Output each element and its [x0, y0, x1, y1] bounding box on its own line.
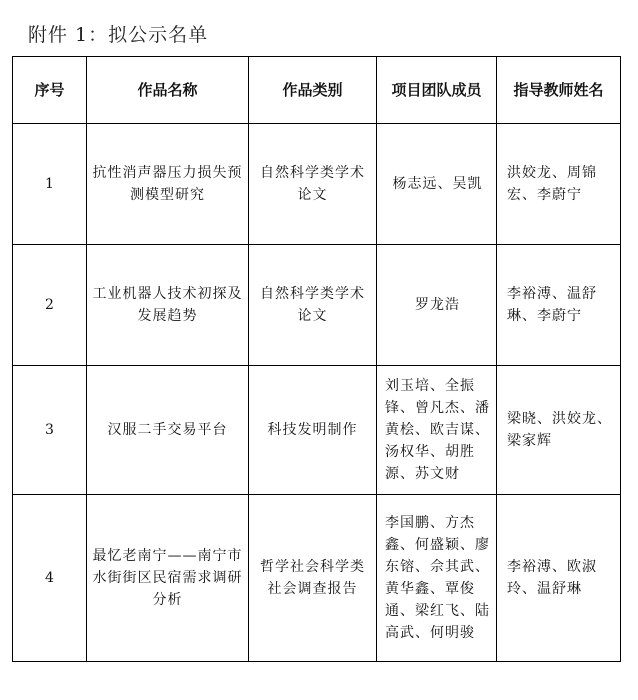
cell-work-name: 工业机器人技术初探及发展趋势 [87, 245, 249, 366]
cell-team-members: 刘玉培、全振锋、曾凡杰、潘黄桧、欧吉谋、汤权华、胡胜源、苏文财 [377, 366, 497, 495]
cell-no: 4 [13, 495, 87, 662]
nominee-table [12, 56, 621, 662]
page-title: 附件 1：拟公示名单 [28, 24, 209, 46]
cell-work-category: 科技发明制作 [249, 366, 377, 495]
header-work-name: 作品名称 [87, 57, 249, 124]
cell-work-name: 抗性消声器压力损失预测模型研究 [87, 124, 249, 245]
header-team-members: 项目团队成员 [377, 57, 497, 124]
cell-no: 1 [13, 124, 87, 245]
cell-work-category: 哲学社会科学类社会调查报告 [249, 495, 377, 662]
header-advisors: 指导教师姓名 [497, 57, 621, 124]
cell-work-name: 汉服二手交易平台 [87, 366, 249, 495]
cell-work-name: 最忆老南宁——南宁市水街街区民宿需求调研分析 [87, 495, 249, 662]
cell-advisors: 梁晓、洪姣龙、梁家辉 [497, 366, 621, 495]
cell-team-members: 杨志远、吴凯 [377, 124, 497, 245]
table-header-row [13, 57, 621, 124]
table-row [13, 124, 621, 245]
cell-team-members: 罗龙浩 [377, 245, 497, 366]
cell-no: 2 [13, 245, 87, 366]
cell-work-category: 自然科学类学术论文 [249, 245, 377, 366]
cell-advisors: 李裕溥、欧淑玲、温舒琳 [497, 495, 621, 662]
table-row [13, 495, 621, 662]
cell-advisors: 李裕溥、温舒琳、李蔚宁 [497, 245, 621, 366]
cell-team-members: 李国鹏、方杰鑫、何盛颖、廖东镕、佘其武、黄华鑫、覃俊通、梁红飞、陆高武、何明骏 [377, 495, 497, 662]
cell-advisors: 洪姣龙、周锦宏、李蔚宁 [497, 124, 621, 245]
table-row [13, 366, 621, 495]
cell-work-category: 自然科学类学术论文 [249, 124, 377, 245]
table-row [13, 245, 621, 366]
header-no: 序号 [13, 57, 87, 124]
header-work-category: 作品类别 [249, 57, 377, 124]
cell-no: 3 [13, 366, 87, 495]
